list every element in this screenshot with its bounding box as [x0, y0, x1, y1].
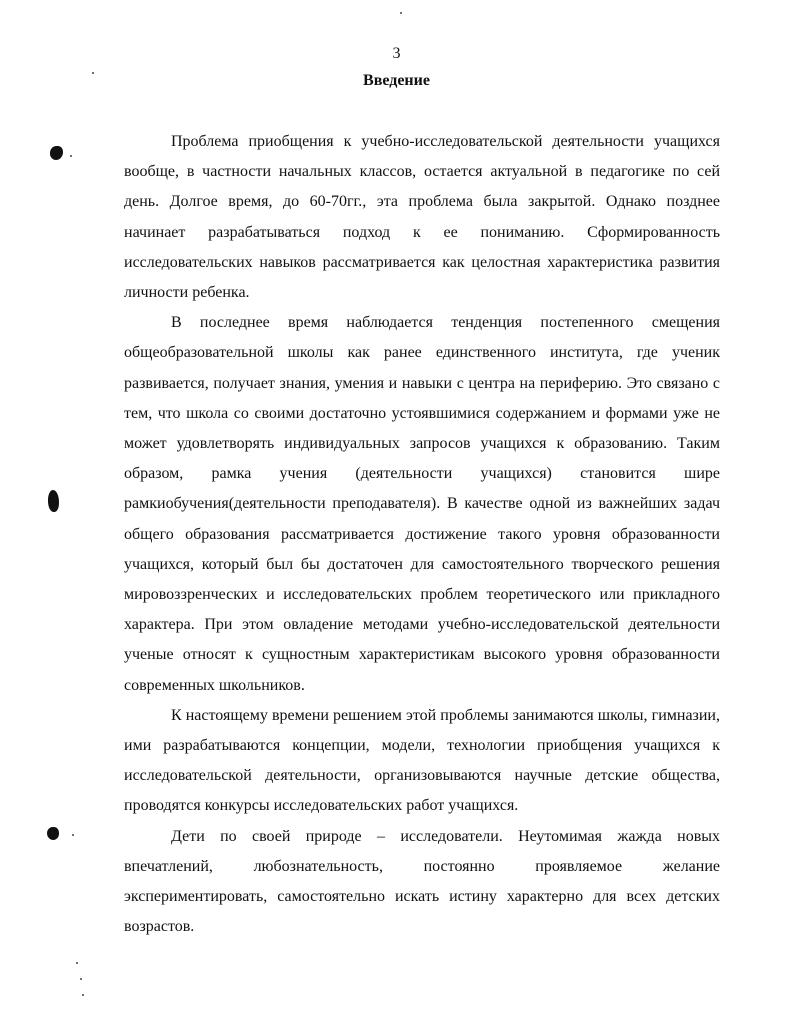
- scan-speck: [76, 962, 78, 964]
- scan-speck: [72, 834, 74, 836]
- scan-speck: [70, 155, 72, 157]
- hole-punch-mark: [48, 490, 59, 512]
- scan-speck: [80, 978, 82, 980]
- hole-punch-mark: [47, 827, 59, 840]
- paragraph-1: Проблема приобщения к учебно-исследовательской деятельности учащихся вообще, в частности начальных классов, остается актуальной в педагогике по сей день. Долгое время, до 60-70гг., эта проблема была закрытой. Однако позднее начинает разрабатываться подход к ее пониманию. Сформированность исследовательских навыков рассматривается как целостная характеристика развития личности ребенка.: [124, 133, 720, 302]
- page-title: Введение: [363, 72, 430, 89]
- scan-speck: [92, 72, 94, 74]
- page-number: 3: [392, 45, 401, 62]
- scan-speck: [400, 12, 402, 14]
- paragraph-3: К настоящему времени решением этой проблемы занимаются школы, гимназии, ими разрабатываются концепции, модели, технологии приобщения учащихся к исследовательской деятельности, организовываются научные детские общества, проводятся конкурсы исследовательских работ учащихся.: [124, 706, 720, 815]
- scan-speck: [82, 994, 84, 996]
- paragraph-2: В последнее время наблюдается тенденция постепенного смещения общеобразовательной школы как ранее единственного института, где ученик развивается, получает знания, умения и навыки с центра на периферию. Это связано с тем, что школа со своими достаточно устоявшимися содержанием и формами уже не может удовлетворять индивидуальных запросов учащихся к образованию. Таким образом, рамка учения (деятельности учащихся) становится шире рамкиобучения(деятельности преподавателя). В качестве одной из важнейших задач общего образования рассматривается достижение такого уровня образованности учащихся, который был бы достаточен для самостоятельного творческого решения мировоззренческих и исследовательских проблем теоретического или прикладного характера. При этом овладение методами учебно-исследовательской деятельности ученые относят к сущностным характеристикам высокого уровня образованности современных школьников.: [124, 314, 720, 694]
- paragraph-4: Дети по своей природе – исследователи. Неутомимая жажда новых впечатлений, любознательность, постоянно проявляемое желание экспериментировать, самостоятельно искать истину характерно для всех детских возрастов.: [124, 827, 720, 936]
- hole-punch-mark: [50, 146, 63, 160]
- document-body: [124, 127, 720, 942]
